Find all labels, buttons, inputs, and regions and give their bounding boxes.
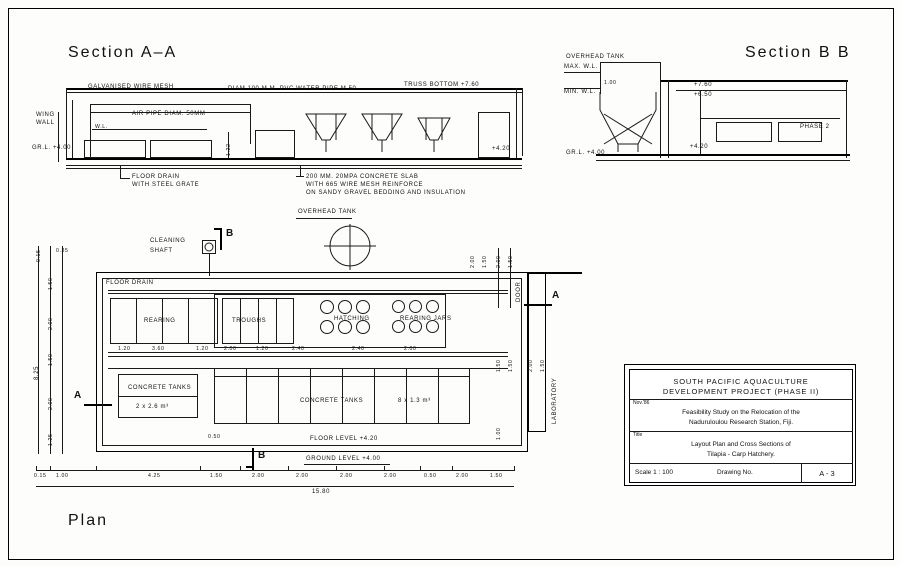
label-max-wl: MAX. W.L.: [564, 64, 598, 70]
label-pvc-water-pipe: DIAM 100 M.M. PVC WATER PIPE M.50: [228, 86, 357, 92]
label-phase-2: PHASE 2: [800, 124, 830, 130]
plan-bottom-dim-2: 4.25: [148, 473, 161, 479]
plan-right-dim-4: 2.00: [528, 359, 534, 372]
field1-line-2: Naduruloulou Research Station, Fiji.: [688, 419, 794, 426]
plan-dim-inner-line: [108, 356, 508, 357]
plan-inner-dim-7: 2.00: [404, 346, 417, 352]
plan-floor-drain-line: [108, 290, 508, 291]
project-line-1: SOUTH PACIFIC AQUACULTURE: [673, 377, 809, 386]
field2-line-1: Layout Plan and Cross Sections of: [691, 441, 791, 448]
label-wire-mesh-reinforce: WITH 665 WIRE MESH REINFORCE: [306, 182, 424, 188]
plan-inner-dim-4: 1.20: [256, 346, 269, 352]
label-hatching: HATCHING: [334, 316, 370, 322]
label-concrete-tanks-left: CONCRETE TANKS: [128, 385, 192, 391]
plan-inner-dim-0: 1.20: [118, 346, 131, 352]
field1-label: Nov.'86: [633, 400, 650, 406]
section-mark-b-bottom-arrow: [246, 466, 254, 468]
label-ground-level-a: GR.L. +4.00: [32, 145, 72, 151]
label-steel-grate: WITH STEEL GRATE: [132, 182, 200, 188]
label-troughs: TROUGHS: [232, 318, 267, 324]
section-mark-b-bottom: B: [258, 450, 266, 461]
leader-slab-v: [300, 166, 301, 176]
dim-tick-3: [200, 466, 201, 471]
label-overhead-tank-plan: OVERHEAD TANK: [298, 209, 357, 215]
dim-tick-1: [50, 466, 51, 471]
dim-tick-0: [36, 466, 37, 471]
plan-right-dim-5: 1.50: [540, 359, 546, 372]
dim-tick-6: [336, 466, 337, 471]
plan-right-dim-2: 1.50: [496, 359, 502, 372]
plan-misc-dim-2: 1.50: [482, 255, 488, 268]
plan-ct-top-inner: [214, 376, 470, 377]
plan-bottom-dim-10: 1.50: [490, 473, 503, 479]
section-b-roof: [660, 80, 848, 82]
section-mark-b-top-line: [220, 228, 222, 250]
leader-floor-drain-v: [120, 166, 121, 178]
dim-tick-7: [384, 466, 385, 471]
label-water-level-a: W.L.: [95, 124, 108, 130]
label-floor-level-a: +4.20: [492, 146, 511, 152]
field2-label: Title: [633, 432, 643, 438]
section-mark-a-right: A: [552, 290, 560, 301]
section-b-wall-right: [846, 80, 847, 158]
plan-overall-dim: 15.80: [312, 489, 331, 495]
label-floor-drain-a: FLOOR DRAIN: [132, 174, 180, 180]
label-ceiling-b: +6.50: [694, 92, 713, 98]
section-b-tank-right-wall: [660, 62, 661, 80]
section-a-right-wall: [516, 88, 517, 160]
plan-inner-dim-2: 1.20: [196, 346, 209, 352]
section-a-left-dim: [58, 112, 59, 162]
plan-left-dim-3: 1.50: [48, 353, 54, 366]
plan-corridor-line-1: [108, 352, 508, 353]
plan-right-dim-6: 1.00: [496, 427, 502, 440]
plan-left-dim-1: 1.50: [48, 277, 54, 290]
plan-left-dim-total: 8.25: [34, 365, 40, 380]
plan-inner-dim-5: 2.40: [292, 346, 305, 352]
plan-dim-left-inner: [62, 246, 63, 454]
plan-dim-bottom-total-line: [36, 486, 514, 487]
section-b-tank-a: [716, 122, 772, 142]
label-sandy-gravel: ON SANDY GRAVEL BEDDING AND INSULATION: [306, 190, 466, 196]
section-b-wl-line: [700, 118, 840, 119]
section-a-slab-bottom: [66, 165, 522, 166]
label-air-pipe: AIR PIPE DIAM. 50MM: [132, 111, 206, 117]
title-block: [624, 364, 856, 486]
plan-overhead-tank: [320, 224, 380, 270]
label-ground-level-b: GR.L. +4.00: [566, 150, 606, 156]
section-a-mesh-line: [90, 104, 250, 105]
leader-slab-h: [296, 176, 304, 177]
label-tank-depth: 1.00: [604, 80, 617, 86]
plan-dim-left-outer: [38, 246, 39, 454]
label-floor-level-plan: FLOOR LEVEL +4.20: [310, 436, 378, 442]
section-a-jar-group: [300, 112, 460, 158]
label-concrete-tanks-right-vol: 8 x 1.3 m³: [398, 398, 431, 404]
plan-bottom-dim-8: 0.50: [424, 473, 437, 479]
label-ground-level-underline: [304, 464, 390, 465]
scale-label: Scale 1 : 100: [635, 469, 673, 476]
label-floor-drain-plan: FLOOR DRAIN: [106, 280, 154, 286]
label-laboratory: LABORATORY: [552, 377, 558, 424]
label-wall: WALL: [36, 120, 55, 126]
label-cleaning: CLEANING: [150, 238, 186, 244]
section-mark-b-top: B: [226, 228, 234, 239]
plan-misc-dim-1: 0.35: [56, 248, 69, 254]
section-a-roof-line-2: [66, 92, 522, 93]
label-ground-level-plan: GROUND LEVEL +4.00: [306, 456, 381, 462]
label-overhead-underline: [296, 218, 352, 219]
label-floor-level-b: +4.20: [690, 144, 709, 150]
dim-tick-5: [288, 466, 289, 471]
plan-inner-dim-1: 3.60: [152, 346, 165, 352]
dim-tick-4: [240, 466, 241, 471]
label-door: DOOR: [516, 281, 522, 302]
section-b-tank-left-wall: [600, 62, 601, 94]
plan-misc-dim-0: 0.50: [208, 434, 221, 440]
plan-lab-top-wall: [528, 272, 582, 274]
cleaning-shaft-cross: [202, 240, 216, 254]
dim-tick-2: [96, 466, 97, 471]
plan-left-dim-4: 2.00: [48, 397, 54, 410]
section-b-ground: [596, 160, 850, 161]
project-line-2: DEVELOPMENT PROJECT (PHASE II): [662, 387, 820, 396]
title-block-div-2: [629, 431, 853, 432]
plan-inner-dim-6: 2.40: [352, 346, 365, 352]
leader-floor-drain: [120, 178, 130, 179]
section-b-ceiling: [676, 90, 846, 91]
plan-left-dim-2: 2.00: [48, 317, 54, 330]
plan-bottom-dim-3: 1.50: [210, 473, 223, 479]
label-concrete-tanks-left-vol: 2 x 2.6 m³: [136, 404, 169, 410]
label-galvanised-wire-mesh: GALVANISED WIRE MESH: [88, 84, 174, 90]
plan-misc-dim-3: 2.00: [470, 255, 476, 268]
plan-rearing-div-1: [136, 298, 137, 344]
plan-right-dim-1: 1.50: [508, 255, 514, 268]
plan-title: Plan: [68, 512, 109, 529]
plan-laboratory-wing: [528, 272, 546, 432]
section-a-trough-1: [255, 130, 295, 158]
label-truss-bottom: TRUSS BOTTOM +7.60: [404, 82, 480, 88]
section-a-tank-1: [84, 140, 146, 158]
section-b-wall-2: [668, 80, 669, 158]
section-b-maxwl-line: [564, 72, 600, 73]
label-rearing: REARING: [144, 318, 176, 324]
section-a-right-wall-inner: [522, 88, 523, 156]
label-concrete-tanks-right: CONCRETE TANKS: [300, 398, 364, 404]
plan-bottom-dim-0: 0.15: [34, 473, 47, 479]
title-block-div-3: [629, 463, 853, 464]
section-a-slab-top: [66, 158, 522, 160]
plan-bottom-dim-7: 2.00: [384, 473, 397, 479]
dim-tick-10: [514, 466, 515, 471]
section-a-tank-2: [150, 140, 212, 158]
section-b-title: Section B B: [745, 44, 851, 61]
section-mark-a-left: A: [74, 390, 82, 401]
plan-dim-bottom-line: [36, 470, 514, 471]
section-b-tank-top: [600, 62, 660, 63]
plan-left-dim-5: 1.25: [48, 433, 54, 446]
plan-bottom-dim-4: 2.00: [252, 473, 265, 479]
label-wing: WING: [36, 112, 55, 118]
label-height-122: 1.22: [226, 143, 232, 156]
plan-inner-dim-3: 2.00: [224, 346, 237, 352]
section-mark-b-top-arrow: [214, 228, 222, 230]
label-concrete-slab: 200 MM. 20MPA CONCRETE SLAB: [306, 174, 419, 180]
drawing-no-label: Drawing No.: [717, 469, 753, 476]
plan-bottom-dim-5: 2.00: [296, 473, 309, 479]
section-b-hopper: [598, 92, 662, 154]
drawing-number: A - 3: [819, 469, 835, 478]
section-a-left-wall-inner: [72, 100, 73, 158]
dim-tick-9: [452, 466, 453, 471]
plan-left-dim-0: 0.15: [36, 249, 42, 262]
section-b-wall-1: [660, 80, 661, 158]
field1-line-1: Feasibility Study on the Relocation of the: [682, 409, 800, 416]
plan-right-dim-0: 2.00: [496, 255, 502, 268]
plan-hatchery-bench: [214, 294, 446, 348]
title-block-div-1: [629, 399, 853, 400]
plan-right-dim-3: 1.50: [508, 359, 514, 372]
dim-tick-8: [420, 466, 421, 471]
field2-line-2: Tilapia - Carp Hatchery.: [707, 451, 775, 458]
label-rearing-jars: REARING JARS: [400, 316, 452, 322]
section-b-slab: [596, 154, 850, 156]
plan-bottom-dim-9: 2.00: [456, 473, 469, 479]
section-a-water-line: [92, 129, 207, 130]
section-a-ground-line: [66, 168, 522, 169]
plan-bottom-dim-6: 2.00: [340, 473, 353, 479]
label-truss-b: +7.60: [694, 82, 713, 88]
plan-rearing-div-3: [188, 298, 189, 344]
section-a-partition-2: [250, 104, 251, 144]
label-min-wl: MIN. W.L.: [564, 89, 596, 95]
label-shaft: SHAFT: [150, 248, 173, 254]
label-overhead-tank-b: OVERHEAD TANK: [566, 54, 625, 60]
plan-concrete-tank-left-div: [118, 396, 198, 397]
section-a-title: Section A–A: [68, 44, 178, 61]
plan-bottom-dim-1: 1.00: [56, 473, 69, 479]
